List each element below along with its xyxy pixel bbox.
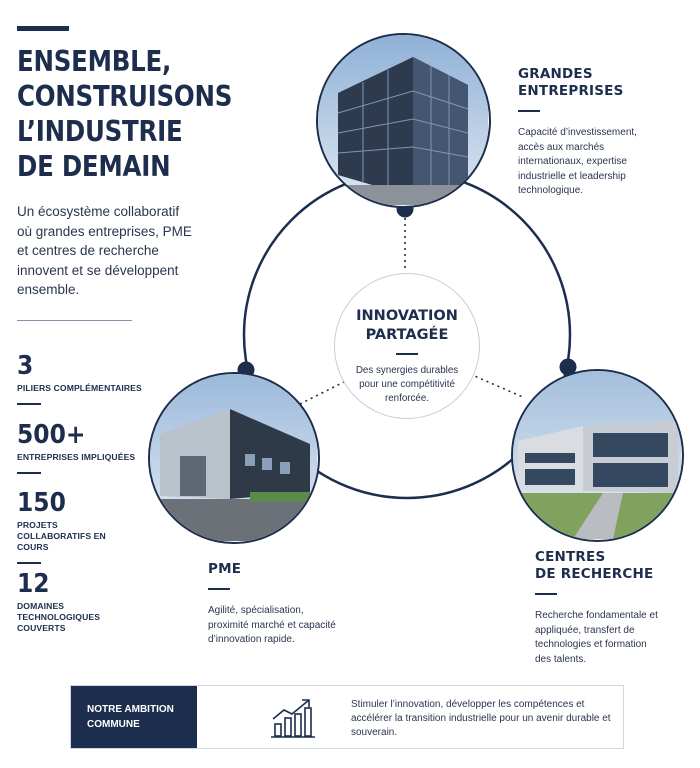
ambition-banner [70,685,624,749]
research-center-photo [511,369,684,542]
title-line-4: DE DEMAIN [17,150,171,183]
banner-text: Stimuler l’innovation, développer les compétences et accélérer la transition industrielle pour un avenir durable et souverain. [351,699,611,738]
stat-label: PROJETS COLLABORATIFS EN COURS [17,520,106,552]
pillar-title-line-2: ENTREPRISES [518,83,624,99]
pillar-divider [535,593,557,595]
pillar-title-line-2: DE RECHERCHE [535,566,654,582]
intro-text: Un écosystème collaboratif où grandes entreprises, PME et centres de recherche innovent et se développent ensemble. [17,204,192,298]
title-line-3: L’INDUSTRIE [17,115,183,148]
center-hub [334,273,480,419]
pillar-sme [208,561,338,648]
pillar-description: Recherche fondamentale et appliquée, transfert de technologies et formation des talents. [535,610,658,665]
banner-label [71,686,197,748]
stat-label: DOMAINES TECHNOLOGIQUES COUVERTS [17,601,101,633]
title-line-2: CONSTRUISONS [17,80,233,113]
stat-value: 150 [17,488,66,518]
pillar-title-line-1: GRANDES [518,66,593,82]
banner-label-line-1: NOTRE AMBITION [87,704,174,715]
hub-title-line-1: INNOVATION [356,308,458,324]
stat-value: 500+ [17,420,86,450]
stat-label: ENTREPRISES IMPLIQUÉES [17,452,136,462]
sme-photo [148,372,320,544]
large-company-photo [316,33,491,208]
hub-title-line-2: PARTAGÉE [365,327,449,343]
pillar-large-companies [518,66,688,199]
hub-description: Des synergies durables pour une compétitivité renforcée. [355,365,459,404]
pillar-title [535,549,695,583]
pillar-description: Agilité, spécialisation, proximité marché et capacité d’innovation rapide. [208,605,336,645]
pillar-divider [208,588,230,590]
title-line-1: ENSEMBLE, [17,45,172,78]
growth-chart-icon [271,697,315,739]
pillar-title-line-1: CENTRES [535,549,606,565]
stat-value: 3 [17,351,34,381]
pillar-title: PME [208,561,242,577]
banner-label-line-2: COMMUNE [87,719,140,730]
pillar-divider [518,110,540,112]
stat-value: 12 [17,569,50,599]
hub-divider [396,353,418,355]
stat-label: PILIERS COMPLÉMENTAIRES [17,383,142,393]
pillar-title [518,66,688,100]
pillar-description: Capacité d’investissement, accès aux marchés internationaux, expertise industrielle et leadership technologique. [518,127,637,196]
hub-title [335,307,479,345]
pillar-research [535,549,695,667]
